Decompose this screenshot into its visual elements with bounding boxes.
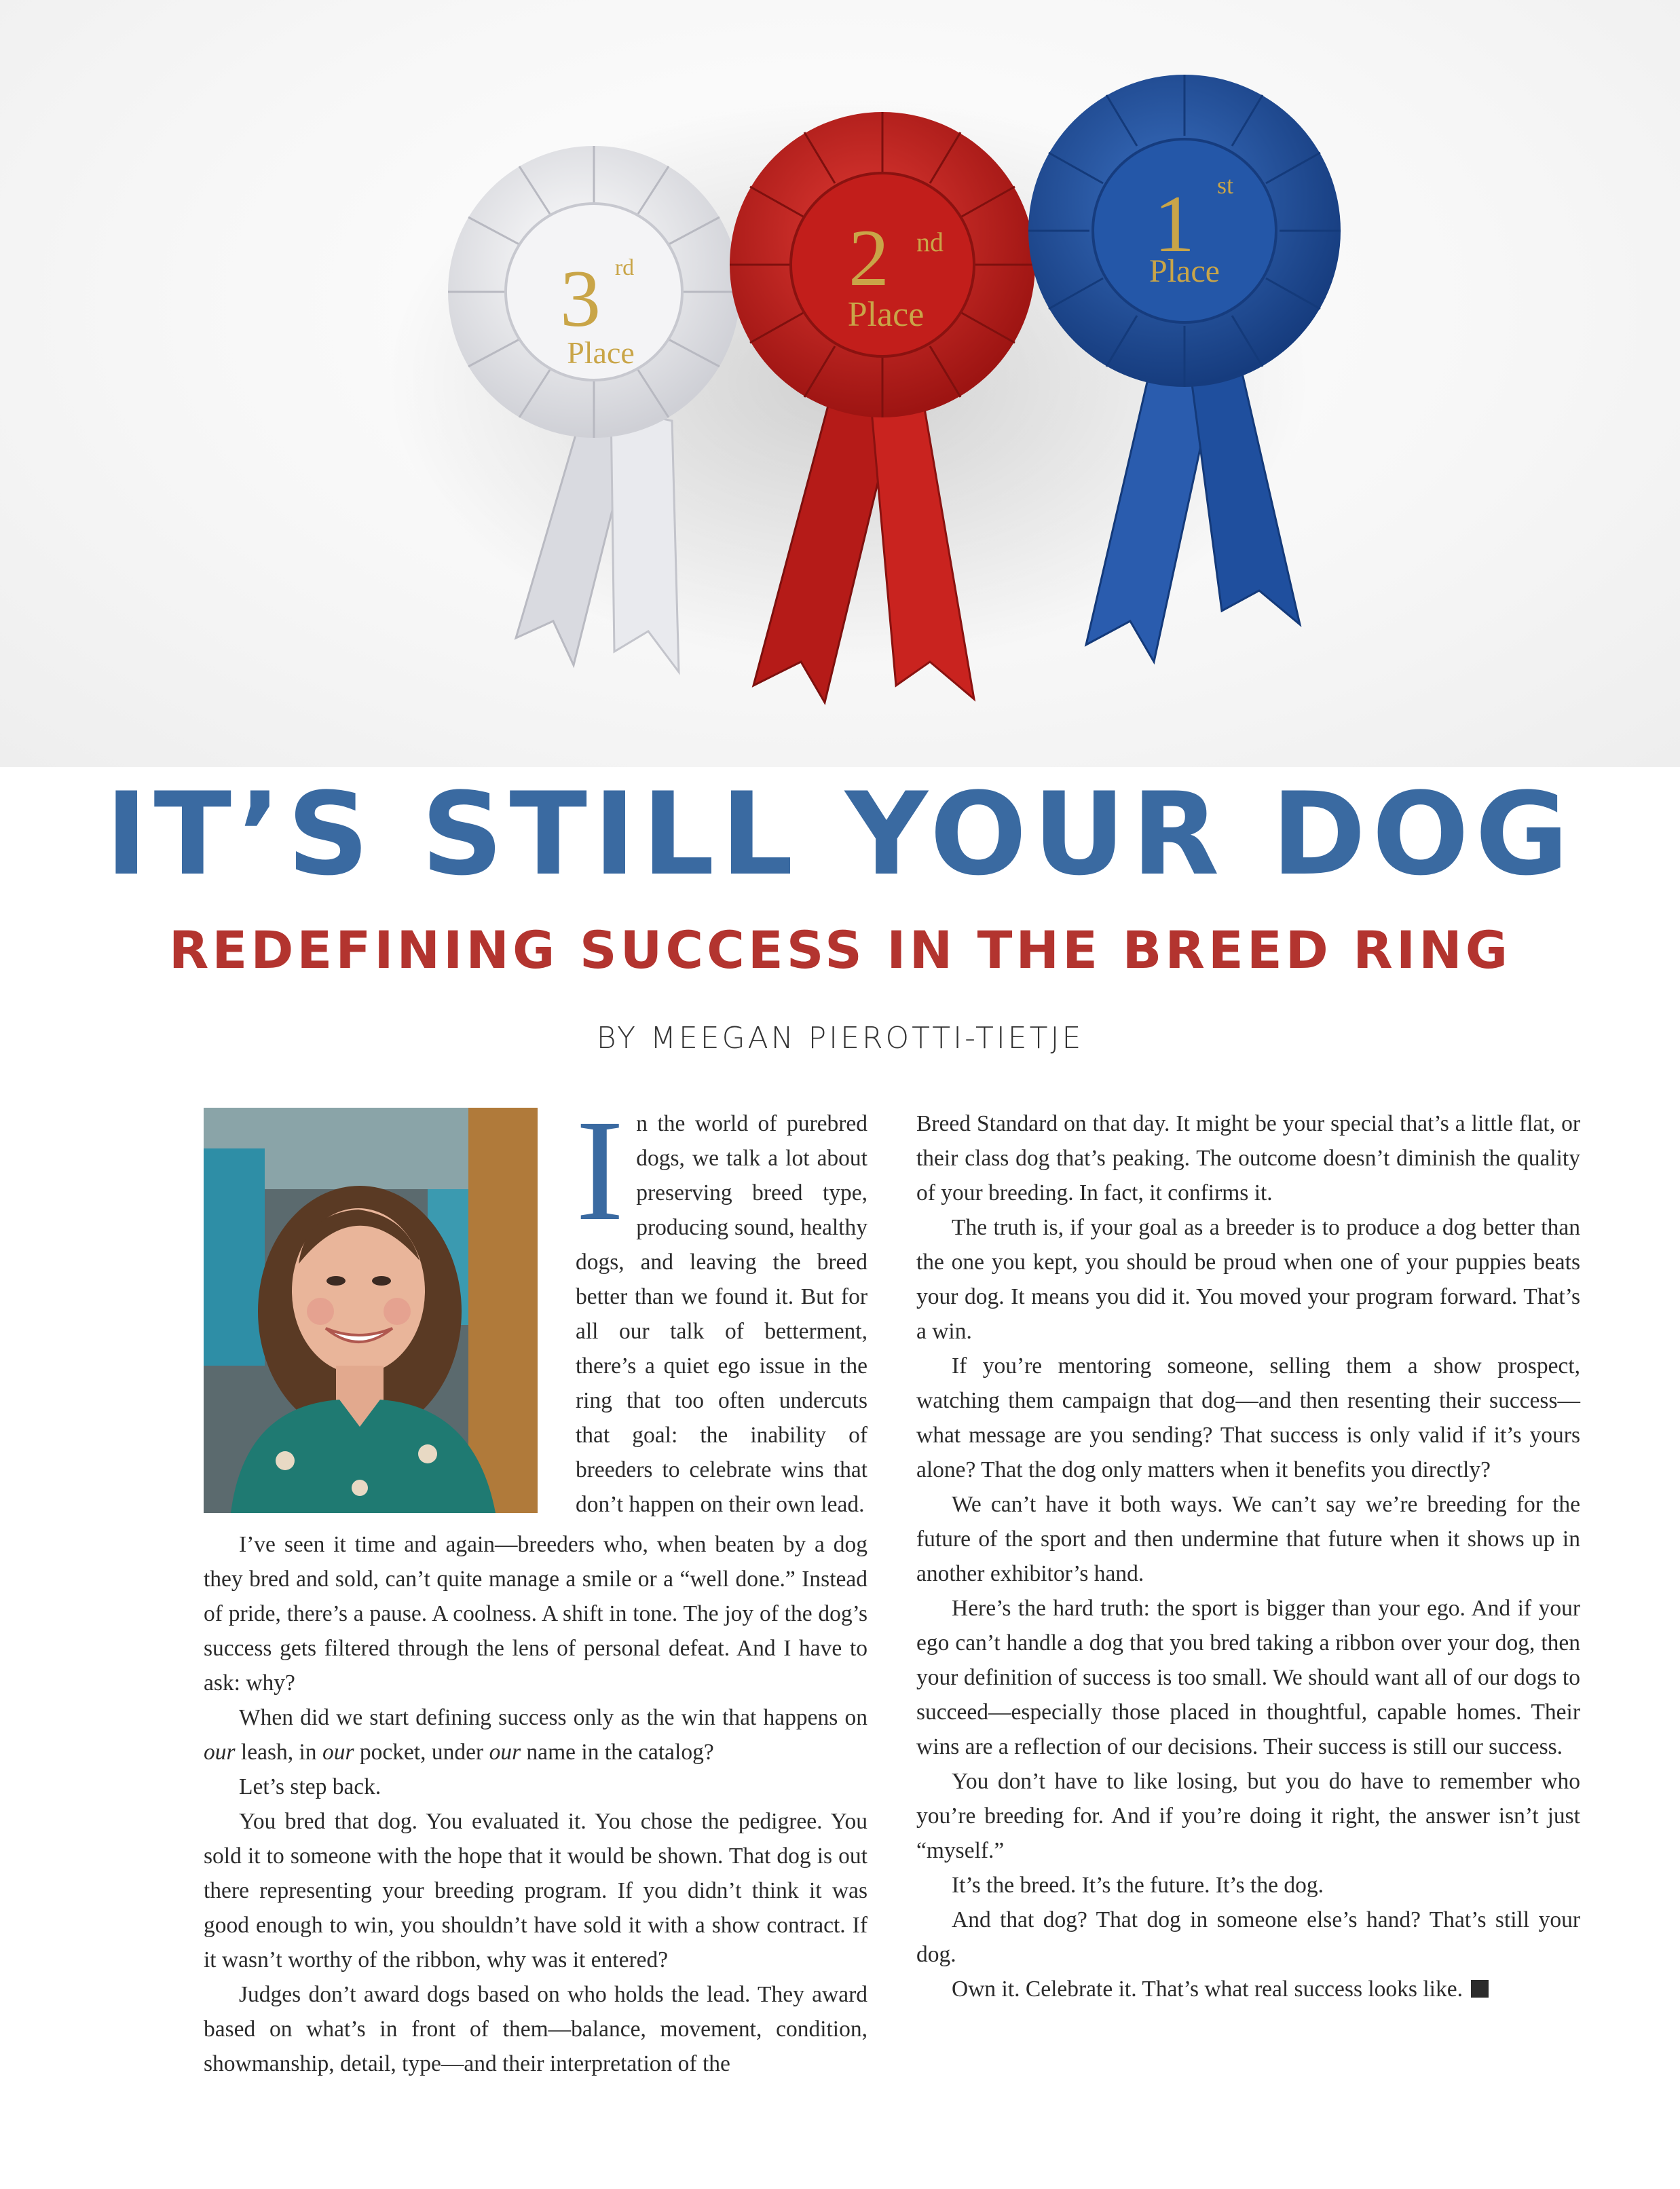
paragraph: You bred that dog. You evaluated it. You chose the pedigree. You sold it to someone with the hope that it would be shown. That dog is out there representing your breeding program. If you didn’t think it was good enough to win, you shouldn’t have sold it with a show contract. If it wasn’t worthy of the ribbon, why was it entered?	[204, 1809, 867, 1972]
article-column-1	[204, 1527, 867, 2081]
paragraph: It’s the breed. It’s the future. It’s the dog.	[952, 1873, 1324, 1898]
paragraph: We can’t have it both ways. We can’t say we’re breeding for the future of the sport and then undermine that future when it shows up in another exhibitor’s hand.	[916, 1492, 1580, 1586]
article-column-1-intro	[576, 1090, 867, 1522]
paragraph: When did we start defining success only as the win that happens on our leash, in our pocket, under our name in the catalog?	[204, 1705, 867, 1765]
rosette-ribbons-illustration	[0, 0, 1680, 767]
first-place-label: Place	[1149, 253, 1220, 289]
paragraph: You don’t have to like losing, but you do have to remember who you’re breeding for. And if you’re doing it right, the answer isn’t just “myself.”	[916, 1769, 1580, 1863]
second-place-suffix: nd	[916, 227, 944, 257]
article-column-2	[916, 1106, 1580, 2006]
second-place-label: Place	[847, 295, 925, 334]
intro-paragraph: n the world of purebred dogs, we talk a lot about preserving breed type, producing sound, healthy dogs, and leaving the breed better than we found it. But for all our talk of betterment, there’s a quiet ego issue in the ring that too often undercuts that goal: the inability of breeders to celebrate wins that don’t happen on their own lead.	[576, 1111, 867, 1517]
paragraph: And that dog? That dog in someone else’s hand? That’s still your dog.	[916, 1907, 1580, 1967]
article-subtitle: REDEFINING SUCCESS IN THE BREED RING	[168, 920, 1512, 980]
first-place-number: 1	[1154, 179, 1195, 269]
first-place-suffix: st	[1216, 172, 1234, 199]
hero-image	[0, 0, 1680, 767]
drop-cap: I	[576, 1090, 624, 1251]
paragraph: If you’re mentoring someone, selling them a show prospect, watching them campaign that dog—and then resenting their success—what message are you sending? That success is only valid if it’s yours alone? That the dog only matters when it benefits you directly?	[916, 1353, 1580, 1482]
paragraph: I’ve seen it time and again—breeders who, when beaten by a dog they bred and sold, can’t quite manage a smile or a “well done.” Instead of pride, there’s a pause. A coolness. A shift in tone. The joy of the dog’s success gets filtered through the lens of personal defeat. And I have to ask: why?	[204, 1532, 867, 1696]
paragraph-final: Own it. Celebrate it. That’s what real success looks like.	[916, 1972, 1580, 2006]
second-place-number: 2	[848, 212, 889, 303]
article-byline: BY MEEGAN PIEROTTI-TIETJE	[596, 1021, 1084, 1055]
third-place-suffix: rd	[614, 255, 635, 280]
paragraph: Judges don’t award dogs based on who holds the lead. They award based on what’s in front of them—balance, movement, condition, showmanship, detail, type—and their interpretation of the	[204, 1982, 867, 2076]
third-place-number: 3	[560, 253, 601, 343]
end-mark-icon	[1471, 1980, 1489, 1998]
third-place-label: Place	[567, 335, 635, 370]
paragraph: Breed Standard on that day. It might be your special that’s a little flat, or their class dog that’s peaking. The outcome doesn’t diminish the quality of your breeding. In fact, it confirms it.	[916, 1111, 1580, 1205]
article-title: IT’S STILL YOUR DOG	[105, 768, 1575, 901]
paragraph: Here’s the hard truth: the sport is bigger than your ego. And if your ego can’t handle a dog that you bred taking a ribbon over your dog, then your definition of success is too small. We should want all of our dogs to succeed—especially those placed in thoughtful, capable homes. Their wins are a reflection of our decisions. Their success is still our success.	[916, 1596, 1580, 1759]
author-photo	[204, 1108, 538, 1513]
paragraph: Let’s step back.	[239, 1774, 381, 1799]
paragraph: The truth is, if your goal as a breeder is to produce a dog better than the one you kept, you should be proud when one of your puppies beats your dog. It means you did it. You moved your program forward. That’s a win.	[916, 1215, 1580, 1344]
